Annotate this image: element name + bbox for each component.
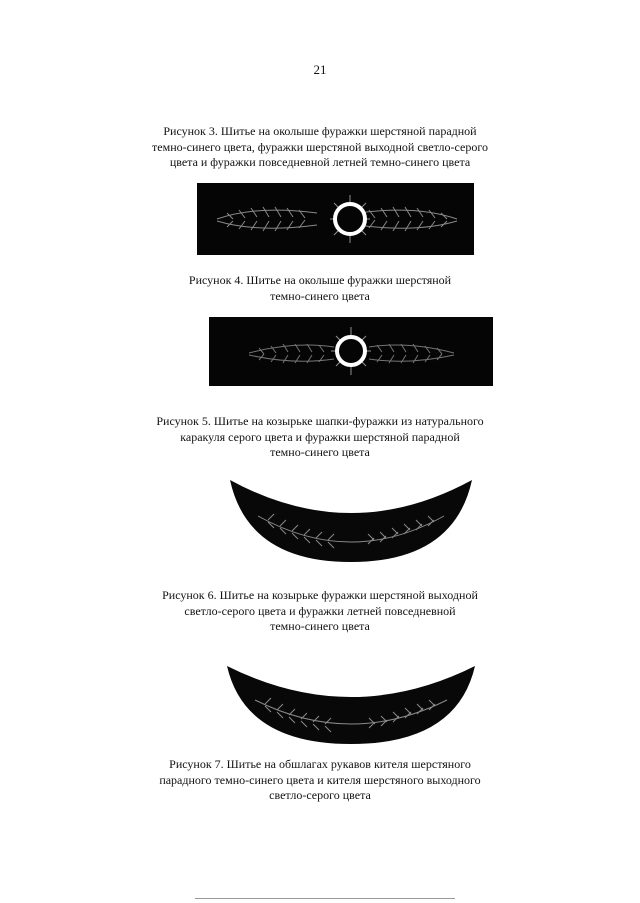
figure-3-caption — [0, 124, 640, 171]
caption-line: каракуля серого цвета и фуражки шерстяной парадной — [180, 429, 460, 444]
figure-3-cap-band-embroidery — [197, 183, 474, 255]
caption-line: Рисунок 3. Шитье на околыше фуражки шерстяной парадной — [163, 124, 477, 138]
caption-line: цвета и фуражки повседневной летней темно-синего цвета — [169, 155, 471, 169]
caption-line: парадного темно-синего цвета и кителя шерстяного выходного — [159, 772, 481, 787]
figure-4-caption — [0, 273, 640, 304]
figure-4-cap-band-embroidery — [209, 317, 493, 386]
figure-6-caption — [0, 588, 640, 635]
figure-7-caption — [0, 757, 640, 804]
caption-line: темно-синего цвета, фуражки шерстяной выходной светло-серого — [152, 139, 488, 154]
caption-line: темно-синего цвета — [270, 619, 370, 633]
caption-line: темно-синего цвета — [270, 288, 370, 303]
figure-5-caption — [0, 414, 640, 461]
caption-line: светло-серого цвета и фуражки летней повседневной — [184, 603, 456, 618]
page-bottom-edge — [195, 898, 455, 899]
caption-line: Рисунок 4. Шитье на околыше фуражки шерстяной — [188, 273, 452, 287]
page-number: 21 — [313, 62, 327, 77]
caption-line: Рисунок 5. Шитье на козырьке шапки-фуражки из натурального — [156, 414, 484, 428]
caption-line: Рисунок 6. Шитье на козырьке фуражки шерстяной выходной — [162, 588, 478, 602]
caption-line: темно-синего цвета — [270, 445, 370, 459]
figure-6-visor-embroidery — [225, 662, 477, 745]
caption-line: светло-серого цвета — [269, 788, 371, 802]
figure-5-visor-embroidery — [228, 476, 474, 563]
caption-line: Рисунок 7. Шитье на обшлагах рукавов кителя шерстяного — [169, 757, 471, 771]
